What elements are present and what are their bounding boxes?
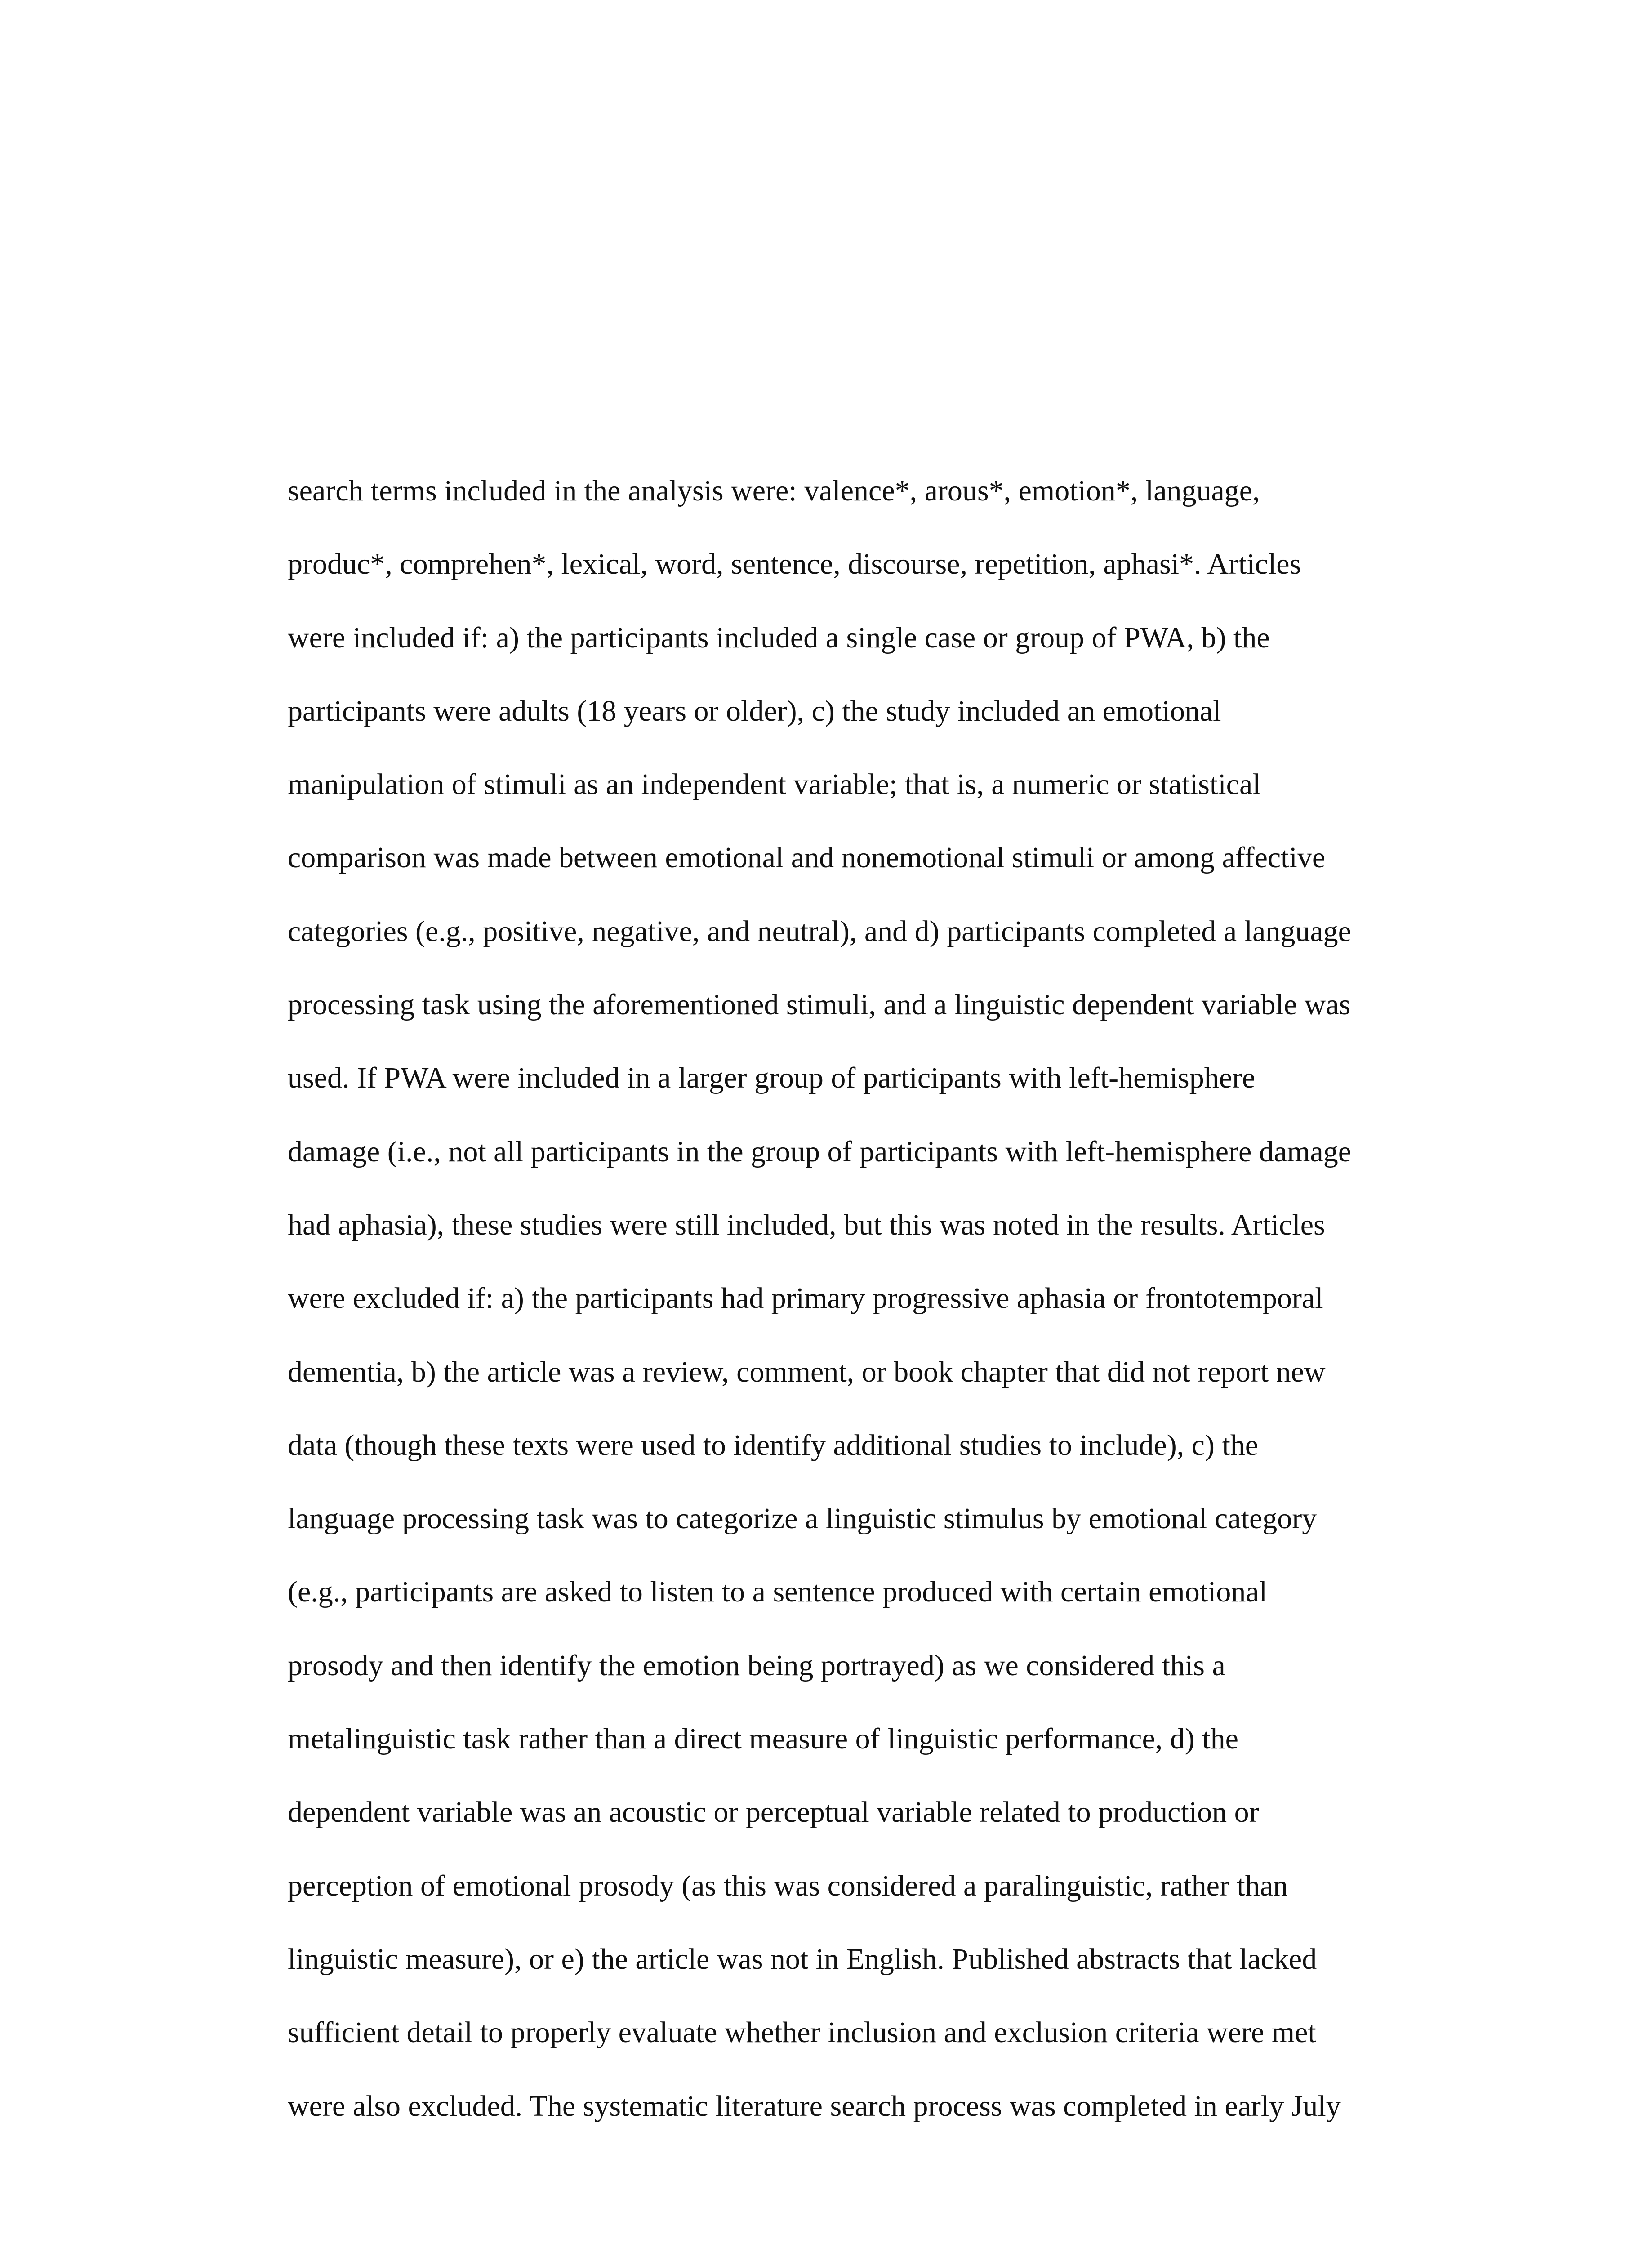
paragraph-line: dependent variable was an acoustic or perceptual variable related to production or <box>288 1796 1259 1829</box>
paragraph-line: used. If PWA were included in a larger group of participants with left-hemisphere <box>288 1062 1256 1095</box>
paragraph-line: manipulation of stimuli as an independent variable; that is, a numeric or statistical <box>288 768 1261 801</box>
paragraph-line: produc*, comprehen*, lexical, word, sentence, discourse, repetition, aphasi*. Articles <box>288 548 1301 581</box>
paragraph-line: were included if: a) the participants included a single case or group of PWA, b) the <box>288 621 1270 654</box>
paragraph-line: damage (i.e., not all participants in the group of participants with left-hemisphere damage <box>288 1135 1352 1168</box>
paragraph-line: linguistic measure), or e) the article was not in English. Published abstracts that lacked <box>288 1942 1317 1976</box>
body-paragraph <box>288 454 1429 2143</box>
paragraph-line: search terms included in the analysis were: valence*, arous*, emotion*, language, <box>288 474 1260 507</box>
paragraph-line: perception of emotional prosody (as this was considered a paralinguistic, rather than <box>288 1869 1288 1902</box>
paragraph-line: comparison was made between emotional and nonemotional stimuli or among affective <box>288 841 1326 874</box>
paragraph-line: had aphasia), these studies were still included, but this was noted in the results. Articles <box>288 1208 1325 1241</box>
paragraph-line: participants were adults (18 years or older), c) the study included an emotional <box>288 694 1221 727</box>
paragraph-line: language processing task was to categorize a linguistic stimulus by emotional category <box>288 1502 1317 1535</box>
paragraph-line: categories (e.g., positive, negative, and neutral), and d) participants completed a language <box>288 914 1351 948</box>
paragraph-line: were also excluded. The systematic literature search process was completed in early July <box>288 2089 1341 2123</box>
paragraph-line: processing task using the aforementioned stimuli, and a linguistic dependent variable was <box>288 988 1351 1021</box>
paragraph-line: metalinguistic task rather than a direct measure of linguistic performance, d) the <box>288 1722 1238 1756</box>
paragraph-line: were excluded if: a) the participants had primary progressive aphasia or frontotemporal <box>288 1282 1323 1315</box>
paragraph-line: sufficient detail to properly evaluate whether inclusion and exclusion criteria were met <box>288 2016 1316 2049</box>
paragraph-line: (e.g., participants are asked to listen to a sentence produced with certain emotional <box>288 1575 1268 1609</box>
paragraph-line: dementia, b) the article was a review, comment, or book chapter that did not report new <box>288 1355 1326 1388</box>
paragraph-line: prosody and then identify the emotion being portrayed) as we considered this a <box>288 1649 1225 1682</box>
paragraph-line: data (though these texts were used to identify additional studies to include), c) the <box>288 1428 1259 1462</box>
